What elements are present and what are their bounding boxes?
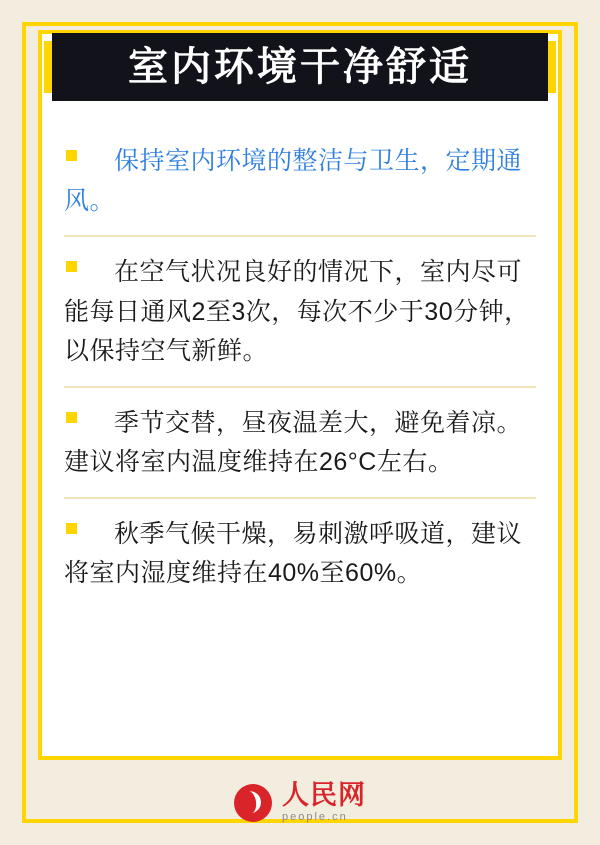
list-item	[64, 386, 536, 497]
list-item-text: 季节交替，昼夜温差大，避免着凉。建议将室内温度维持在26°C左右。	[64, 408, 523, 476]
people-cn-logo-icon	[234, 784, 272, 822]
list-item	[64, 497, 536, 608]
title-bar	[52, 33, 548, 101]
footer-logo	[0, 782, 600, 823]
list-item-text: 保持室内环境的整洁与卫生，定期通风。	[64, 147, 523, 215]
list-item	[64, 235, 536, 386]
list-item	[64, 126, 536, 235]
bullet-square-icon	[66, 261, 77, 272]
list-item-text: 秋季气候干燥，易刺激呼吸道，建议将室内湿度维持在40%至60%。	[64, 519, 523, 587]
bullet-square-icon	[66, 412, 77, 423]
bullet-square-icon	[66, 150, 77, 161]
logo-brand-en: people.cn	[282, 811, 348, 823]
list-item-text: 在空气状况良好的情况下，室内尽可能每日通风2至3次，每次不少于30分钟，以保持空气新鲜。	[64, 258, 530, 365]
logo-brand-cn: 人民网	[282, 780, 366, 810]
tips-list	[38, 126, 562, 608]
logo-text-group	[282, 782, 366, 823]
page-title: 室内环境干净舒适	[128, 45, 472, 89]
bullet-square-icon	[66, 523, 77, 534]
